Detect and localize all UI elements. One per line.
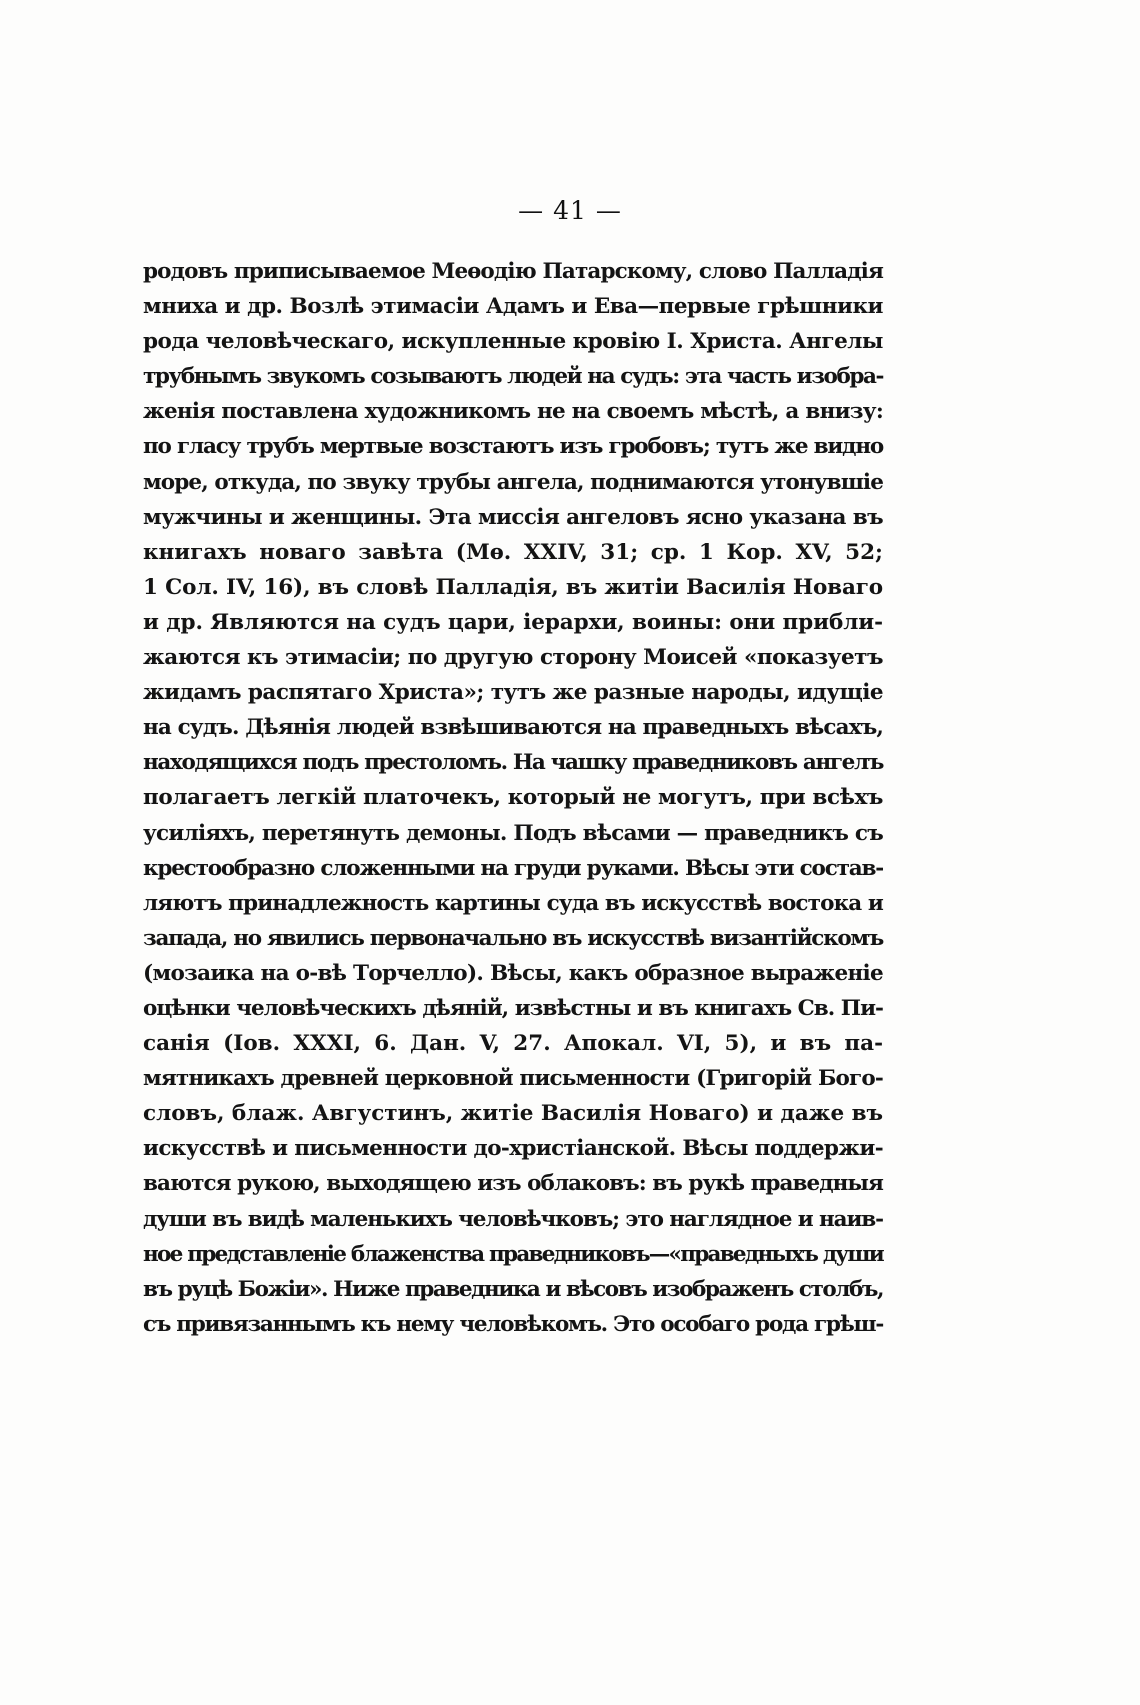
page-number: — 41 — <box>518 196 622 225</box>
text-line: санія (Іов. XXXI, 6. Дан. V, 27. Апокал. VI, 5), и въ па- <box>143 1031 883 1057</box>
text-line: въ руцѣ Божіи». Ниже праведника и вѣсовъ изображенъ столбъ, <box>143 1276 884 1302</box>
body-text <box>143 254 883 1342</box>
text-line: ляютъ принадлежность картины суда въ искусствѣ востока и <box>143 890 884 916</box>
text-line: полагаетъ легкій платочекъ, который не могутъ, при всѣхъ <box>143 785 883 811</box>
text-line: съ привязаннымъ къ нему человѣкомъ. Это особаго рода грѣш- <box>143 1311 883 1337</box>
text-line: оцѣнки человѣческихъ дѣяній, извѣстны и въ книгахъ Св. Пи- <box>143 995 884 1021</box>
text-line: книгахъ новаго завѣта (Мѳ. XXIV, 31; ср. 1 Кор. XV, 52; <box>143 539 883 565</box>
text-line: ваются рукою, выходящею изъ облаковъ: въ рукѣ праведныя <box>143 1171 883 1197</box>
text-line: 1 Сол. IV, 16), въ словѣ Палладія, въ житіи Василія Новаго <box>143 574 883 600</box>
text-line: и др. Являются на судъ цари, іерархи, воины: они прибли- <box>143 609 883 635</box>
text-line: ное представленіе блаженства праведниковъ—«праведныхъ души <box>143 1241 883 1267</box>
text-line: (мозаика на о-вѣ Торчелло). Вѣсы, какъ образное выраженіе <box>143 960 883 986</box>
text-line: мниха и др. Возлѣ этимасіи Адамъ и Ева—первые грѣшники <box>143 294 883 320</box>
text-line: запада, но явились первоначально въ искусствѣ византійскомъ <box>143 925 884 951</box>
text-line: находящихся подъ престоломъ. На чашку праведниковъ ангелъ <box>143 750 883 776</box>
text-line: женія поставлена художникомъ не на своемъ мѣстѣ, а внизу: <box>143 399 884 425</box>
text-line: море, откуда, по звуку трубы ангела, поднимаются утонувшіе <box>143 469 884 495</box>
text-line: искусствѣ и письменности до-христіанской. Вѣсы поддержи- <box>143 1136 883 1162</box>
text-line: словъ, блаж. Августинъ, житіе Василія Новаго) и даже въ <box>143 1101 884 1127</box>
text-line: жидамъ распятаго Христа»; тутъ же разные народы, идущіе <box>143 680 883 706</box>
text-line: души въ видѣ маленькихъ человѣчковъ; это наглядное и наив- <box>143 1206 883 1232</box>
text-line: крестообразно сложенными на груди руками. Вѣсы эти состав- <box>143 855 883 881</box>
text-line: усиліяхъ, перетянуть демоны. Подъ вѣсами — праведникъ съ <box>143 820 883 846</box>
text-line: рода человѣческаго, искупленные кровію І. Христа. Ангелы <box>143 329 883 355</box>
text-line: трубнымъ звукомъ созываютъ людей на судъ: эта часть изобра- <box>143 364 884 390</box>
text-line: по гласу трубъ мертвые возстаютъ изъ гробовъ; тутъ же видно <box>143 434 884 460</box>
text-line: родовъ приписываемое Меѳодію Патарскому, слово Палладія <box>143 259 883 284</box>
text-line: мужчины и женщины. Эта миссія ангеловъ ясно указана въ <box>143 504 883 530</box>
text-line: жаются къ этимасіи; по другую сторону Моисей «показуетъ <box>143 645 884 671</box>
text-line: мятникахъ древней церковной письменности (Григорій Бого- <box>143 1066 883 1092</box>
text-line: на судъ. Дѣянія людей взвѣшиваются на праведныхъ вѣсахъ, <box>143 715 884 741</box>
